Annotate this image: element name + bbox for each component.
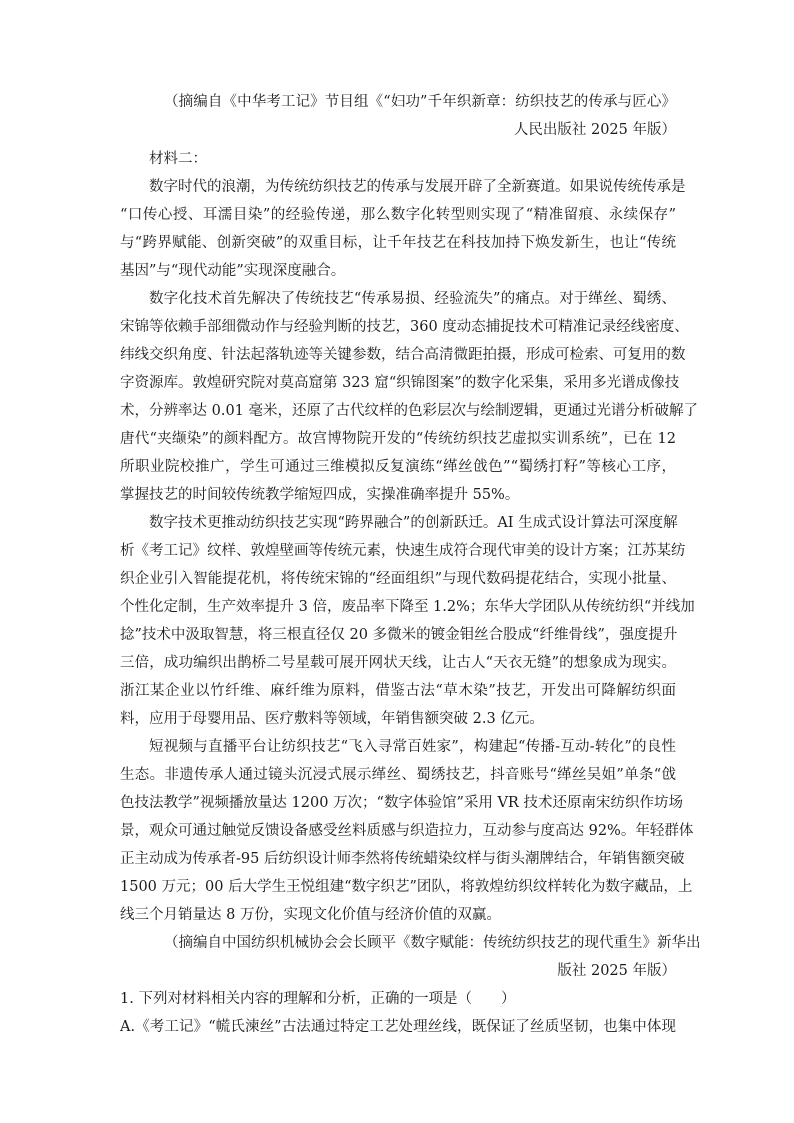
source-citation-1-line-2: 人民出版社 2025 年版） (513, 122, 676, 138)
paragraph-line: 所职业院校推广，学生可通过三维模拟反复演练“缂丝戗色”“蜀绣打籽”等核心工序， (120, 459, 676, 475)
paragraph-line: 宋锦等依赖手部细微动作与经验判断的技艺，360 度动态捕捉技术可精准记录经线密度、 (120, 319, 689, 335)
paragraph-line: “口传心授、耳濡目染”的经验传递，那么数字化转型则实现了“精准留痕、永续保存” (120, 207, 676, 223)
paragraph-line: 捻”技术中汲取智慧，将三根直径仅 20 多微米的镀金钼丝合股成“纤维骨线”，强度提升 (120, 627, 678, 643)
paragraph-line: 景，观众可通过触觉反馈设备感受丝料质感与织造拉力，互动参与度高达 92%。年轻群体 (120, 823, 694, 839)
paragraph-line: 掌握技艺的时间较传统教学缩短四成，实操准确率提升 55%。 (120, 487, 520, 503)
paragraph-line: 线三个月销量达 8 万份，实现文化价值与经济价值的双赢。 (120, 907, 501, 923)
paragraph-line: 短视频与直播平台让纺织技艺“飞入寻常百姓家”，构建起“传播-互动-转化”的良性 (149, 739, 676, 755)
paragraph-line: 唐代“夹缬染”的颜料配方。故宫博物院开发的“传统纺织技艺虚拟实训系统”，已在 12 (120, 431, 676, 447)
paragraph-line: 色技法教学”视频播放量达 1200 万次；“数字体验馆”采用 VR 技术还原南宋纺织作坊场 (120, 795, 683, 811)
paragraph-line: 三倍，成功编织出鹊桥二号星载可展开网状天线，让古人“天衣无缝”的想象成为现实。 (120, 655, 676, 671)
paragraph-line: 析《考工记》纹样、敦煌壁画等传统元素，快速生成符合现代审美的设计方案；江苏某纺 (120, 543, 686, 559)
paragraph-line: 纬线交织角度、针法起落轨迹等关键参数，结合高清微距拍摄，形成可检索、可复用的数 (120, 347, 686, 363)
paragraph-line: 浙江某企业以竹纤维、麻纤维为原料，借鉴古法“草木染”技艺，开发出可降解纺织面 (120, 683, 676, 699)
source-citation-2-line-2: 版社 2025 年版） (557, 963, 676, 979)
paragraph-line: 生态。非遗传承人通过镜头沉浸式展示缂丝、蜀绣技艺，抖音账号“缂丝吴姐”单条“戗 (120, 767, 676, 783)
paragraph-line: 数字时代的浪潮，为传统纺织技艺的传承与发展开辟了全新赛道。如果说传统传承是 (149, 179, 686, 195)
paragraph-line: 料，应用于母婴用品、医疗敷料等领域，年销售额突破 2.3 亿元。 (120, 711, 544, 727)
material-2-heading: 材料二： (149, 151, 207, 167)
paragraph-line: 数字技术更推动纺织技艺实现“跨界融合”的创新跃迁。AI 生成式设计算法可深度解 (149, 515, 678, 531)
paragraph-line: 正主动成为传承者-95 后纺织设计师李然将传统蜡染纹样与街头潮牌结合，年销售额突破 (120, 851, 685, 867)
paragraph-line: 数字化技术首先解决了传统技艺“传承易损、经验流失”的痛点。对于缂丝、蜀绣、 (149, 291, 676, 307)
paragraph-line: 基因”与“现代动能”实现深度融合。 (120, 263, 346, 279)
paragraph-line: 术，分辨率达 0.01 毫米，还原了古代纹样的色彩层次与绘制逻辑，更通过光谱分析破解了 (120, 403, 698, 419)
paragraph-line: 个性化定制，生产效率提升 3 倍，废品率下降至 1.2%；东华大学团队从传统纺织“并线加 (120, 599, 695, 615)
source-citation-2-line-1: （摘编自中国纺织机械协会会长顾平《数字赋能：传统纺织技艺的现代重生》新华出 (164, 935, 701, 951)
paragraph-line: 织企业引入智能提花机，将传统宋锦的“经面组织”与现代数码提花结合，实现小批量、 (120, 571, 676, 587)
question-1-option-a: A.《考工记》“㡛氏湅丝”古法通过特定工艺处理丝线，既保证了丝质坚韧，也集中体现 (120, 1019, 676, 1035)
question-1-stem: 1. 下列对材料相关内容的理解和分析，正确的一项是（ ） (120, 991, 516, 1007)
paragraph-line: 1500 万元；00 后大学生王悦组建“数字织艺”团队，将敦煌纺织纹样转化为数字藏品，上 (120, 879, 693, 895)
paragraph-line: 与“跨界赋能、创新突破”的双重目标，让千年技艺在科技加持下焕发新生，也让“传统 (120, 235, 676, 251)
paragraph-line: 字资源库。敦煌研究院对莫高窟第 323 窟“织锦图案”的数字化采集，采用多光谱成像技 (120, 375, 680, 391)
source-citation-1-line-1: （摘编自《中华考工记》节目组《“妇功”千年织新章：纺织技艺的传承与匠心》 (164, 94, 676, 110)
